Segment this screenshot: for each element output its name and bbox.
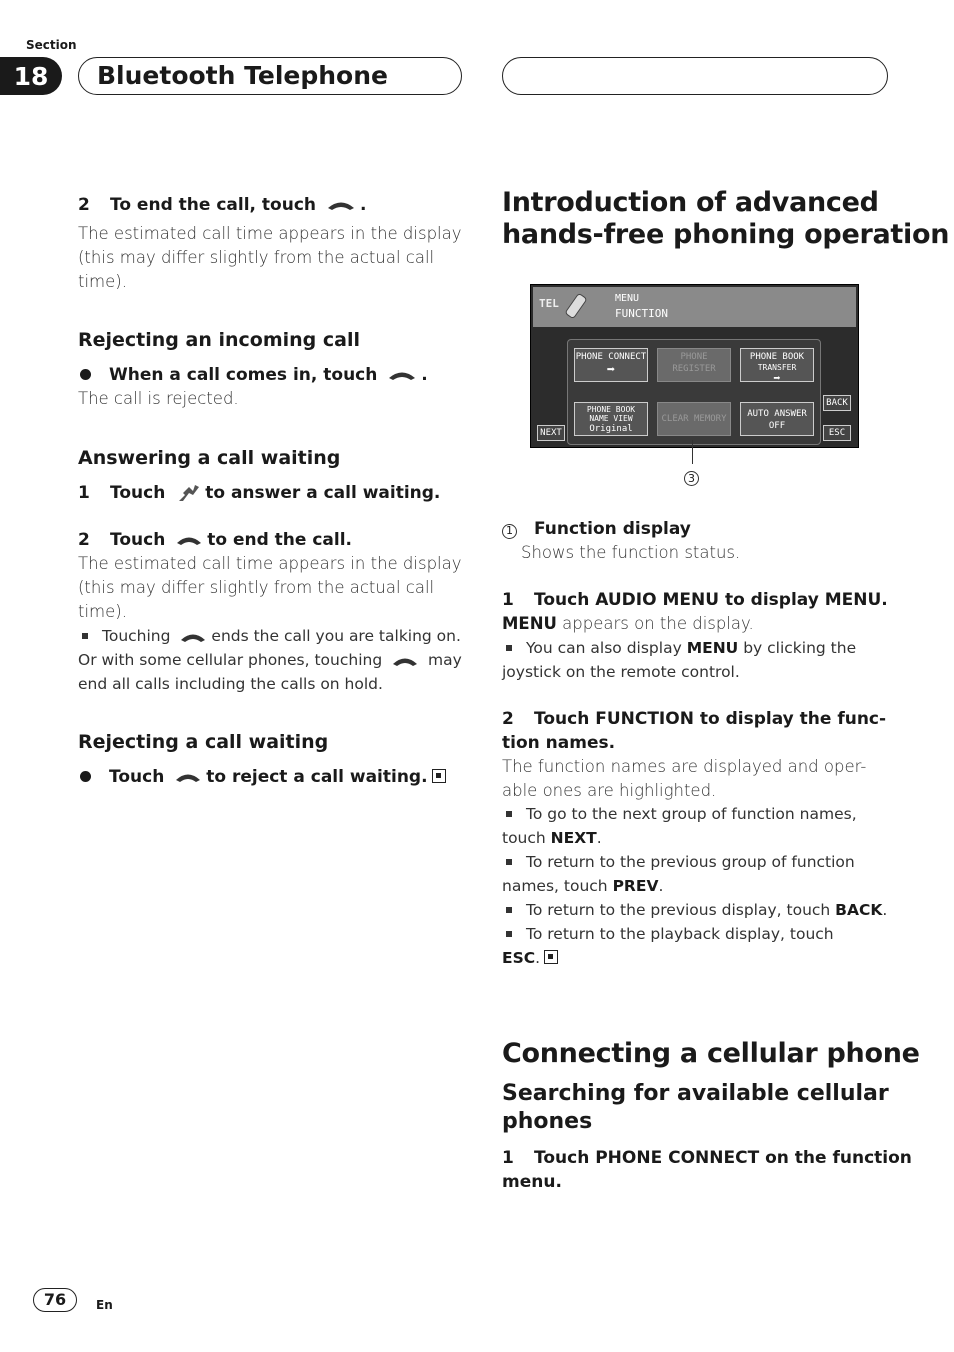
step-number: 2 <box>78 195 90 215</box>
step-number: 1 <box>502 590 514 610</box>
body-line: The function names are displayed and oper- <box>502 757 867 776</box>
body-line: able ones are highlighted. <box>502 781 717 800</box>
legend-body: Shows the function status. <box>521 543 741 562</box>
button-label: PHONE CONNECT <box>575 352 647 362</box>
title-line: Introduction of advanced <box>502 187 879 218</box>
button-label: NAME VIEW <box>589 414 633 423</box>
note-text: joystick on the remote control. <box>502 663 740 681</box>
step-text: menu. <box>502 1172 562 1192</box>
legend-title: Function display <box>534 519 691 539</box>
step-text: Touch <box>110 483 166 503</box>
waiting-step-2 <box>78 528 352 552</box>
button-label: CLEAR MEMORY <box>661 414 727 424</box>
callout-line <box>692 440 693 464</box>
note-text: . <box>882 901 888 919</box>
step-number: 1 <box>78 483 90 503</box>
callout-marker <box>684 467 699 486</box>
connect-title: Connecting a cellular phone <box>502 1038 920 1069</box>
body-line: time). <box>78 272 127 291</box>
step-period: . <box>359 195 367 215</box>
button-label: TRANSFER <box>757 363 797 372</box>
note-text: ends the call you are talking on. <box>211 627 461 645</box>
note-text: end all calls including the calls on hold. <box>78 675 383 693</box>
bullet-dot <box>80 369 91 380</box>
menu-step-2-notes <box>502 802 902 970</box>
step-text: To end the call, touch <box>110 195 317 215</box>
waiting-note <box>78 624 468 696</box>
note-square <box>82 633 88 639</box>
reject-waiting-bullet <box>78 765 446 789</box>
hang-up-icon <box>387 369 417 381</box>
note-text: . <box>596 829 602 847</box>
body-line: The estimated call time appears in the display <box>78 554 462 573</box>
note-text: may <box>428 651 462 669</box>
button-label: REGISTER <box>672 364 716 374</box>
note-square <box>506 931 512 937</box>
display-header-bar <box>533 287 856 327</box>
note-text: To return to the previous group of function <box>526 853 855 871</box>
end-of-section-mark <box>544 950 558 964</box>
intro-title <box>502 187 949 251</box>
menu-label: MENU <box>615 293 640 304</box>
arrow-icon: ➡ <box>773 371 781 385</box>
function-display-screen <box>530 284 859 448</box>
note-text: names, touch <box>502 877 608 895</box>
button-label: PHONE BOOK <box>749 352 805 362</box>
page-number: 76 <box>33 1288 77 1312</box>
phone-register-button[interactable] <box>657 348 731 382</box>
button-label: AUTO ANSWER <box>747 409 807 419</box>
step-text: to answer a call waiting. <box>205 483 441 503</box>
bold-term: MENU <box>686 639 739 657</box>
note-text: Or with some cellular phones, touching <box>78 651 383 669</box>
title-line: hands-free phoning operation <box>502 219 950 250</box>
legend-item <box>502 517 691 541</box>
body-line: time). <box>78 602 127 621</box>
note-text: Touching <box>102 627 171 645</box>
phone-book-name-view-button[interactable] <box>574 402 648 436</box>
end-call-step <box>78 193 366 217</box>
note-square <box>506 811 512 817</box>
arrow-icon: ➡ <box>606 362 616 378</box>
bold-term: NEXT <box>550 829 597 847</box>
phone-connect-button[interactable] <box>574 348 648 382</box>
button-label: PHONE <box>680 352 708 362</box>
back-button[interactable]: BACK <box>823 395 851 411</box>
step-text: Touch AUDIO MENU to display MENU. <box>534 590 888 610</box>
search-title <box>502 1080 889 1136</box>
step-number: 1 <box>502 1148 514 1168</box>
menu-step-1-note <box>502 636 856 684</box>
answer-call-icon <box>175 483 201 503</box>
bullet-text: to reject a call waiting. <box>206 767 428 787</box>
auto-answer-button[interactable] <box>740 402 814 436</box>
note-text: touch <box>502 829 546 847</box>
step-number: 2 <box>502 709 514 729</box>
menu-step-2-body <box>502 755 866 803</box>
note-text: . <box>535 949 541 967</box>
bold-term: BACK <box>835 901 883 919</box>
menu-step-1 <box>502 588 888 612</box>
step-text: tion names. <box>502 733 616 753</box>
phone-book-transfer-button[interactable] <box>740 348 814 385</box>
end-of-section-mark <box>432 769 446 783</box>
hang-up-icon <box>179 631 207 643</box>
button-value: OFF <box>768 421 786 431</box>
reject-bullet <box>78 363 428 387</box>
waiting-body <box>78 552 462 624</box>
menu-step-1-body <box>502 612 754 636</box>
step-text: to end the call. <box>207 530 353 550</box>
title-line: phones <box>502 1109 593 1134</box>
menu-step-2 <box>502 707 886 755</box>
step-text: Touch PHONE CONNECT on the function <box>534 1148 912 1168</box>
note-text: To go to the next group of function names, <box>526 805 857 823</box>
waiting-heading: Answering a call waiting <box>78 447 341 469</box>
note-square <box>506 645 512 651</box>
connect-step-1 <box>502 1146 912 1194</box>
legend-number: 1 <box>502 524 517 539</box>
body-line: The estimated call time appears in the display <box>78 224 462 243</box>
end-call-body <box>78 222 462 294</box>
title-line: Searching for available cellular <box>502 1081 889 1106</box>
bullet-dot <box>80 771 91 782</box>
bold-term: PREV <box>612 877 659 895</box>
bold-term: ESC <box>502 949 536 967</box>
next-button[interactable]: NEXT <box>537 425 565 441</box>
callout-number: 3 <box>684 471 699 486</box>
body-text: appears on the display. <box>562 614 754 633</box>
step-text: Touch <box>110 530 166 550</box>
note-text: You can also display <box>526 639 682 657</box>
reject-heading: Rejecting an incoming call <box>78 329 360 351</box>
body-line: (this may differ slightly from the actual call <box>78 578 435 597</box>
page-title: Bluetooth Telephone <box>78 57 462 95</box>
phone-icon <box>563 291 589 321</box>
hang-up-icon <box>175 534 203 546</box>
button-value: Original <box>589 424 633 434</box>
tel-label: TEL <box>539 297 559 310</box>
function-panel <box>567 339 821 445</box>
language-label: En <box>96 1298 113 1312</box>
note-text: . <box>658 877 664 895</box>
note-square <box>506 907 512 913</box>
bullet-period: . <box>421 365 428 385</box>
bullet-text: When a call comes in, touch <box>109 365 378 385</box>
hang-up-icon <box>326 199 356 211</box>
reject-body: The call is rejected. <box>78 389 239 408</box>
esc-button[interactable]: ESC <box>823 425 851 441</box>
header-empty-box <box>502 57 888 95</box>
reject-waiting-heading: Rejecting a call waiting <box>78 731 329 753</box>
section-number: 18 <box>0 57 62 95</box>
note-text: To return to the playback display, touch <box>526 925 834 943</box>
step-number: 2 <box>78 530 90 550</box>
step-text: Touch FUNCTION to display the func- <box>534 709 887 729</box>
body-line: (this may differ slightly from the actual call <box>78 248 435 267</box>
hang-up-icon <box>391 655 419 667</box>
bullet-text: Touch <box>109 767 165 787</box>
note-text: To return to the previous display, touch <box>526 901 831 919</box>
function-label: FUNCTION <box>615 307 668 320</box>
button-label: PHONE BOOK <box>586 405 636 414</box>
note-square <box>506 859 512 865</box>
note-text: by clicking the <box>743 639 857 657</box>
waiting-step-1 <box>78 481 440 505</box>
hang-up-icon <box>174 771 202 783</box>
bold-term: MENU <box>502 614 557 633</box>
clear-memory-button[interactable] <box>657 402 731 436</box>
section-label: Section <box>26 38 77 52</box>
